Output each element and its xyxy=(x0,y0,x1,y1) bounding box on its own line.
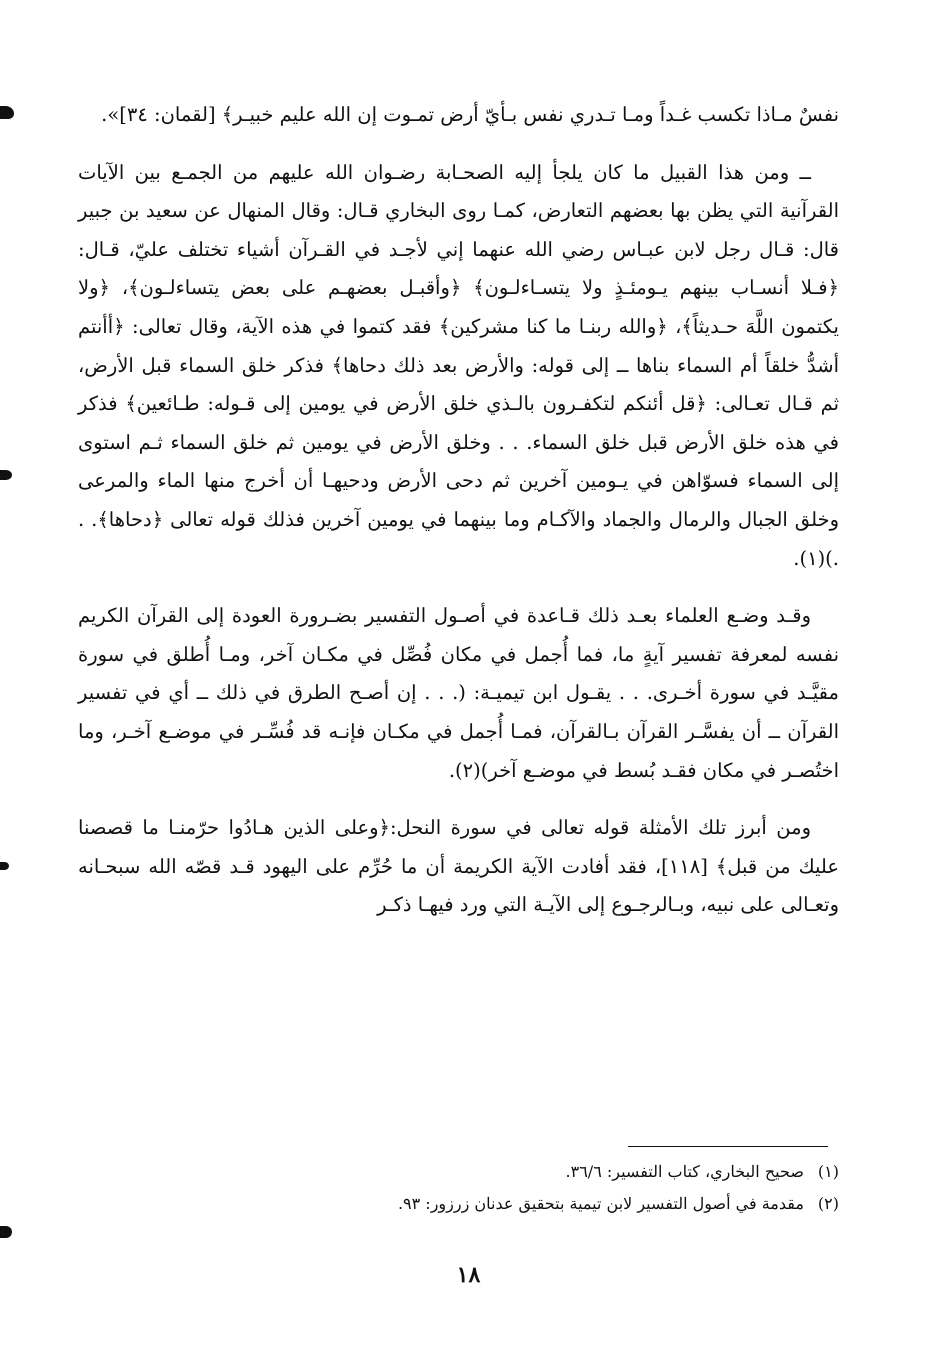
footnote-2 xyxy=(100,1188,839,1220)
paragraph-continuation: نفسٌ مـاذا تكسب غـداً ومـا تـدري نفس بـأيّ أرض تمـوت إن الله عليم خبيـر﴾ [لقمان: ٣٤]». xyxy=(101,103,839,126)
margin-ink-mark xyxy=(0,470,12,480)
paragraph-companions-example: ــ ومن هذا القبيل ما كان يلجأ إليه الصحـابة رضـوان الله عليهم من الجمـع بين الآيات القرآنية التي يظن بها بعضهم التعارض، كمـا روى البخاري قـال: وقال المنهال عن سعيد بن جبير قال: قـال رجل لابن عبـاس رضي الله عنهما إني لأجـد في القـرآن أشياء تختلف عليّ، قـال: ﴿فـلا أنسـاب بينهم يـومئـذٍ ولا يتسـاءلـون﴾ ﴿وأقبـل بعضهـم على بعض يتساءلـون﴾، ﴿ولا يكتمون اللَّهَ حـديثاً﴾، ﴿والله ربنـا ما كنا مشركين﴾ فقد كتموا في هذه الآية، وقال تعالى: ﴿أأنتم أشدُّ خلقاً أم السماء بناها ــ إلى قوله: والأرض بعد ذلك دحاها﴾ فذكر خلق السماء قبل الأرض، ثم قـال تعـالى: ﴿قل أئنكم لتكفـرون بالـذي خلق الأرض في يومين إلى قـوله: طـائعين﴾ فذكر في هذه خلق الأرض قبل خلق السماء. . . وخلق الأرض في يومين ثم خلق السماء ثـم استوى إلى السماء فسوّاهن في يـومين آخرين ثم دحى الأرض ودحيهـا أن أخرج منها الماء والمرعى وخلق الجبال والرمال والجماد والآكـام وما بينهما في يومين آخرين فذلك قوله تعالى ﴿دحاها﴾. . .)(١). xyxy=(78,160,839,570)
main-text xyxy=(78,96,839,925)
footnote-number: (١) xyxy=(817,1162,839,1181)
paragraph-tafsir-rule: وقـد وضـع العلماء بعـد ذلك قـاعدة في أصـول التفسير بضـرورة العودة إلى القرآن الكريم نفسه لمعرفة تفسير آيةٍ ما، فما أُجمل في مكان فُصِّل في مكـان آخر، ومـا أُطلق في سورة مقيَّـد في سورة أخـرى. . . يقـول ابن تيميـة: (. . . إن أصـح الطرق في ذلك ــ أي في تفسير القرآن ــ أن يفسَّـر القرآن بـالقرآن، فمـا أُجمل في مكـان فإنـه قد فُسِّـر في موضـع آخـر، وما اختُصـر في مكان فقـد بُسط في موضـع آخر)(٢). xyxy=(78,604,839,782)
footnotes xyxy=(100,1156,839,1220)
footnote-number: (٢) xyxy=(817,1194,839,1213)
margin-ink-mark xyxy=(0,1226,12,1238)
footnote-text: مقدمة في أصول التفسير لابن تيمية بتحقيق عدنان زرزور: ٩٣. xyxy=(397,1194,804,1213)
margin-ink-mark xyxy=(0,862,9,870)
margin-ink-mark xyxy=(0,106,14,119)
paragraph-nahl-example: ومن أبرز تلك الأمثلة قوله تعالى في سورة النحل:﴿وعلى الذين هـادُوا حرّمنـا ما قصصنا عليك من قبل﴾ [١١٨]، فقد أفادت الآية الكريمة أن ما حُرِّم على اليهود قـد قصّه الله سبحـانه وتعـالى على نبيه، وبـالرجـوع إلى الآيـة التي ورد فيهـا ذكـر xyxy=(78,816,839,917)
footnote-divider xyxy=(628,1146,828,1147)
footnote-text: صحيح البخاري، كتاب التفسير: ٣٦/٦. xyxy=(565,1162,804,1181)
footnote-1 xyxy=(100,1156,839,1188)
page-number: ١٨ xyxy=(456,1262,481,1288)
